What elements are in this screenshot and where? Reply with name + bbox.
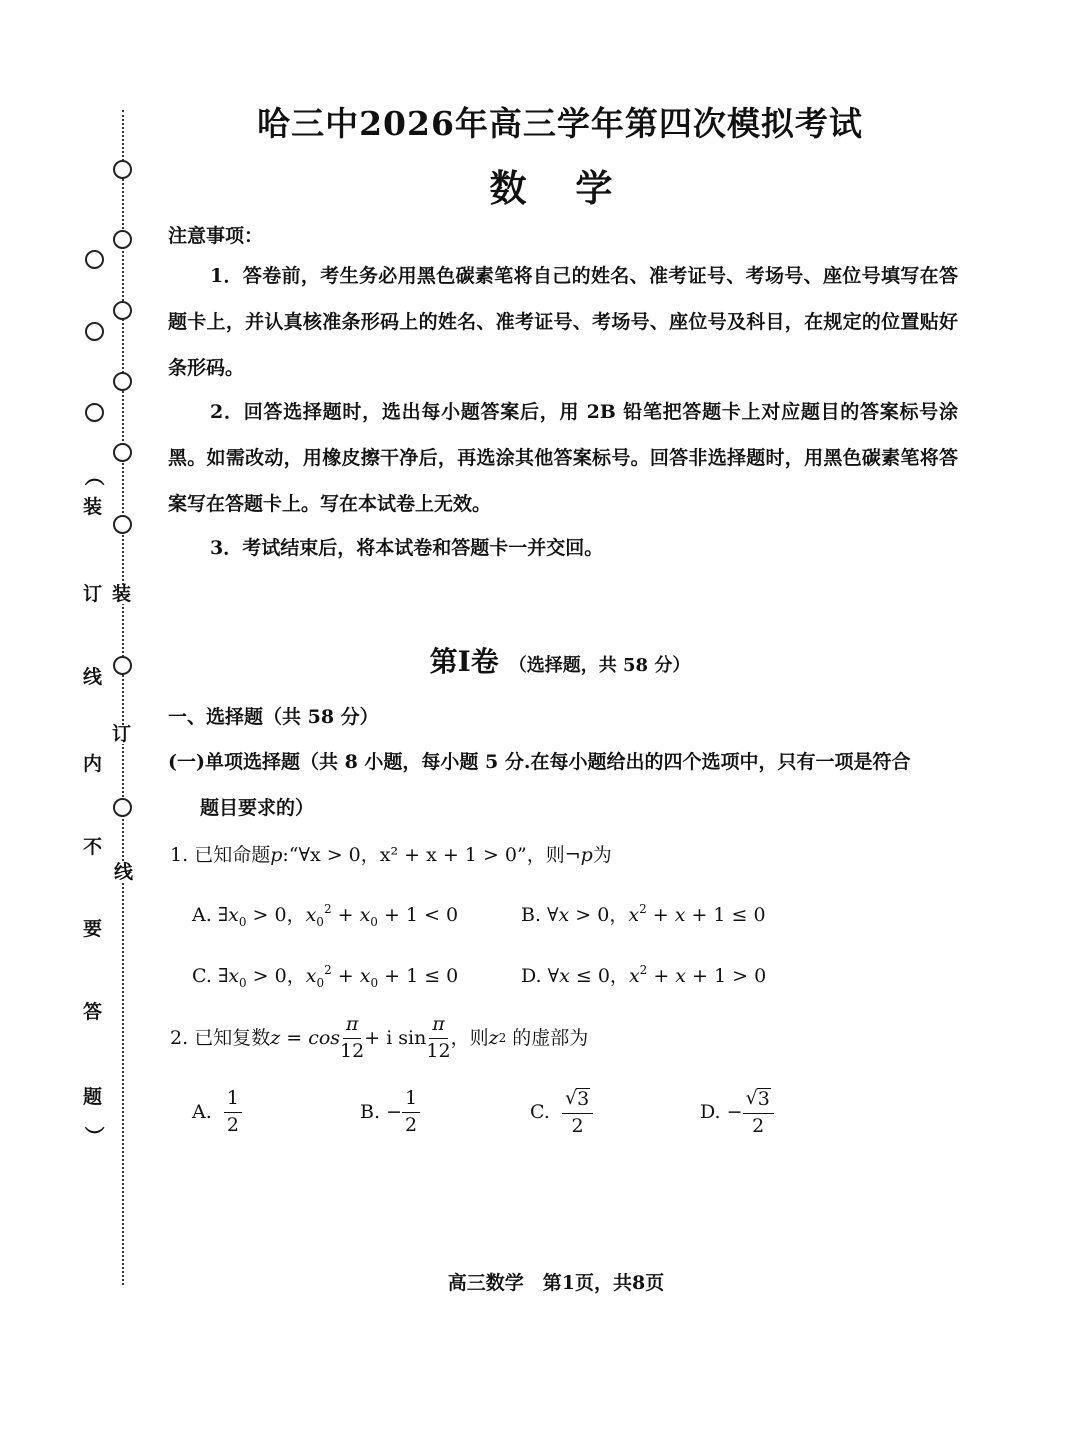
fraction-one-half bbox=[402, 1088, 420, 1137]
volume-note: （选择题，共 58 分） bbox=[508, 655, 691, 676]
section-title: 一、选择题（共 58 分） bbox=[168, 706, 379, 728]
binding-outer-char: 内 bbox=[83, 753, 103, 775]
fraction-denominator: 12 bbox=[426, 1039, 451, 1062]
notice-item-2-text: 2．回答选择题时，选出每小题答案后，用 2B 铅笔把答题卡上对应题目的答案标号涂黑。如需改动，用橡皮擦干净后，再选涂其他答案标号。回答非选择题时，用黑色碳素笔将答案写在答题卡上。写在本试卷上无效。 bbox=[168, 401, 958, 515]
binding-hole-outer bbox=[85, 403, 104, 422]
binding-outer-char: 装 bbox=[83, 496, 103, 518]
question-2-option-c bbox=[530, 1088, 593, 1138]
subsection-title-line1: (一)单项选择题（共 8 小题，每小题 5 分.在每小题给出的四个选项中，只有一项是符合 bbox=[168, 751, 911, 773]
fraction-pi-over-12 bbox=[340, 1014, 364, 1063]
question-1-statement: :“∀x > 0，x² + x + 1 > 0”，则 bbox=[282, 844, 565, 866]
question-2-then: ，则 bbox=[450, 1026, 489, 1049]
question-2-number: 2. bbox=[170, 1026, 189, 1049]
binding-outer-char: 要 bbox=[83, 918, 103, 940]
question-1-number: 1. bbox=[170, 844, 189, 866]
option-label: C. bbox=[192, 965, 212, 987]
question-2-z-eq: z = cos bbox=[270, 1026, 341, 1049]
exam-title: 哈三中2026年高三学年第四次模拟考试 bbox=[257, 104, 863, 143]
notice-item-2 bbox=[168, 389, 958, 527]
fraction-numerator: π bbox=[343, 1014, 362, 1039]
volume-title: 第Ⅰ卷 bbox=[429, 645, 499, 678]
binding-hole bbox=[113, 443, 132, 462]
binding-dotted-line bbox=[122, 110, 124, 1285]
binding-hole bbox=[113, 372, 132, 391]
question-2-option-d bbox=[700, 1088, 774, 1138]
question-1-option-a: A. $\exists x_0 > 0$，$x_0^2 + x_0 + 1 < 0$ bbox=[192, 902, 459, 929]
binding-outer-char: 订 bbox=[83, 583, 103, 605]
binding-outer-char: （ bbox=[82, 466, 106, 486]
binding-outer-char: ） bbox=[82, 1126, 106, 1146]
volume-heading bbox=[0, 640, 1080, 680]
radicand: 3 bbox=[757, 1088, 770, 1110]
binding-hole bbox=[113, 230, 132, 249]
binding-hole-outer bbox=[85, 250, 104, 269]
option-label: C. bbox=[530, 1101, 550, 1124]
notice-item-1-text: 1．答卷前，考生务必用黑色碳素笔将自己的姓名、准考证号、考场号、座位号填写在答题卡上，并认真核准条形码上的姓名、准考证号、考场号、座位号及科目，在规定的位置贴好条形码。 bbox=[168, 265, 958, 379]
fraction-denominator: 2 bbox=[226, 1113, 239, 1136]
binding-outer-char: 答 bbox=[83, 1001, 103, 1023]
fraction-root3-half bbox=[562, 1088, 593, 1138]
notice-item-1 bbox=[168, 253, 958, 391]
fraction-pi-over-12 bbox=[426, 1014, 450, 1063]
radicand: 3 bbox=[577, 1088, 590, 1110]
page-footer: 高三数学 第1页，共8页 bbox=[447, 1272, 665, 1294]
fraction-denominator: 2 bbox=[404, 1113, 418, 1136]
fraction-numerator bbox=[743, 1088, 774, 1114]
fraction-one-half bbox=[224, 1088, 242, 1137]
binding-inner-char: 装 bbox=[112, 583, 132, 605]
binding-inner-char: 订 bbox=[112, 723, 132, 745]
binding-hole bbox=[113, 515, 132, 534]
question-2-option-a bbox=[192, 1088, 242, 1137]
question-2-option-b bbox=[360, 1088, 420, 1137]
subsection-title-line2: 题目要求的） bbox=[200, 797, 315, 819]
fraction-numerator: 1 bbox=[402, 1088, 420, 1113]
question-2-z: z bbox=[488, 1026, 499, 1049]
fraction-numerator: 1 bbox=[224, 1088, 242, 1113]
question-1 bbox=[170, 846, 612, 865]
fraction-denominator: 2 bbox=[752, 1114, 765, 1137]
binding-inner-char: 线 bbox=[114, 861, 134, 883]
question-1-option-c: C. $\exists x_0 > 0$，$x_0^2 + x_0 + 1 \le 0$ bbox=[192, 963, 459, 990]
option-label: D. bbox=[521, 965, 542, 987]
fraction-denominator: 2 bbox=[571, 1114, 584, 1137]
binding-outer-char: 题 bbox=[83, 1086, 103, 1108]
question-1-negation: ¬p bbox=[564, 844, 593, 866]
subject-title: 数 学 bbox=[489, 166, 631, 210]
question-2-i-sin: + i sin bbox=[364, 1026, 427, 1049]
option-label: A. bbox=[192, 1100, 212, 1123]
question-2: 2. 已知复数 z = cos $\frac{\pi}{12}$ + i sin $\frac{\pi}{12}$ ，则 z 2 的虚部为 bbox=[170, 1013, 589, 1062]
question-1-option-d: D. ∀x ≤ 0，$x^2 + x + 1 > 0$ bbox=[521, 963, 767, 987]
notice-item-3-text: 3．考试结束后，将本试卷和答题卡一并交回。 bbox=[210, 537, 604, 559]
fraction-root3-half bbox=[743, 1088, 774, 1138]
question-2-text: 已知复数 bbox=[194, 1026, 271, 1049]
option-label: B. bbox=[521, 904, 542, 926]
minus-sign: − bbox=[386, 1100, 402, 1123]
option-label: B. bbox=[360, 1100, 381, 1123]
minus-sign: − bbox=[726, 1101, 743, 1124]
binding-outer-char: 不 bbox=[83, 836, 103, 858]
question-2-end: 的虚部为 bbox=[512, 1026, 589, 1049]
fraction-numerator: π bbox=[429, 1014, 448, 1039]
question-1-option-b: B. ∀x > 0，$x^2 + x + 1 \le 0$ bbox=[521, 902, 766, 926]
question-1-var: p bbox=[270, 844, 283, 866]
binding-hole bbox=[113, 798, 132, 817]
binding-hole bbox=[113, 301, 132, 320]
fraction-numerator bbox=[562, 1088, 593, 1114]
binding-hole-outer bbox=[85, 322, 104, 341]
sqrt-symbol: √ bbox=[745, 1087, 758, 1109]
binding-outer-char: 线 bbox=[83, 666, 103, 688]
notice-item-3 bbox=[168, 525, 958, 571]
question-1-text: 已知命题 bbox=[194, 844, 271, 866]
notice-heading: 注意事项： bbox=[168, 225, 264, 247]
fraction-denominator: 12 bbox=[340, 1039, 365, 1062]
option-label: D. bbox=[700, 1101, 721, 1124]
option-label: A. bbox=[192, 904, 212, 926]
question-1-end: 为 bbox=[592, 844, 612, 866]
sqrt-symbol: √ bbox=[565, 1087, 578, 1109]
